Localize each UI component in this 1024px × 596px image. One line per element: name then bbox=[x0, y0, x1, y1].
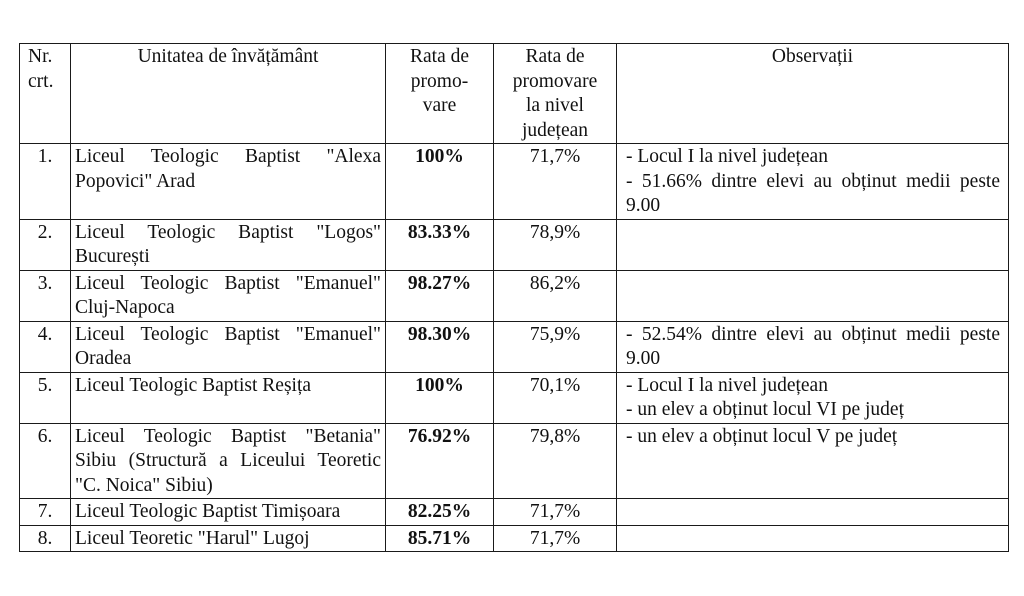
notes-cell bbox=[617, 270, 1009, 321]
header-unit: Unitatea de învățământ bbox=[71, 44, 386, 144]
promotion-rate: 82.25% bbox=[386, 499, 494, 526]
row-number: 5. bbox=[20, 372, 71, 423]
table-row bbox=[20, 321, 1009, 372]
table-row bbox=[20, 219, 1009, 270]
note-text: - Locul I la nivel județean bbox=[626, 374, 828, 396]
header-row bbox=[20, 44, 1009, 144]
promotion-rate: 85.71% bbox=[386, 525, 494, 552]
notes-cell bbox=[617, 499, 1009, 526]
note-text: - un elev a obținut locul VI pe județ bbox=[626, 399, 904, 420]
notes-cell bbox=[617, 372, 1009, 423]
county-rate: 79,8% bbox=[494, 423, 617, 499]
county-rate: 78,9% bbox=[494, 219, 617, 270]
school-name: Liceul Teologic Baptist "Alexa Popovici" Arad bbox=[71, 144, 386, 220]
county-rate: 71,7% bbox=[494, 525, 617, 552]
school-name: Liceul Teologic Baptist Reșița bbox=[71, 372, 386, 423]
promotion-rate: 98.27% bbox=[386, 270, 494, 321]
school-name: Liceul Teologic Baptist "Betania" Sibiu (Structură a Liceului Teoretic "C. Noica" Sibiu) bbox=[71, 423, 386, 499]
promotion-rate: 76.92% bbox=[386, 423, 494, 499]
row-number: 2. bbox=[20, 219, 71, 270]
header-nr: Nr. crt. bbox=[20, 44, 71, 144]
school-name: Liceul Teologic Baptist Timișoara bbox=[71, 499, 386, 526]
row-number: 8. bbox=[20, 525, 71, 552]
promotion-rate: 98.30% bbox=[386, 321, 494, 372]
notes-cell bbox=[617, 321, 1009, 372]
promotion-rate: 83.33% bbox=[386, 219, 494, 270]
promotion-rate: 100% bbox=[386, 144, 494, 220]
county-rate: 71,7% bbox=[494, 499, 617, 526]
notes-cell bbox=[617, 144, 1009, 220]
row-number: 7. bbox=[20, 499, 71, 526]
table-row bbox=[20, 525, 1009, 552]
table-row bbox=[20, 499, 1009, 526]
notes-cell bbox=[617, 525, 1009, 552]
row-number: 6. bbox=[20, 423, 71, 499]
notes-cell bbox=[617, 423, 1009, 499]
note-text: - 51.66% dintre elevi au obținut medii peste 9.00 bbox=[626, 170, 1000, 216]
promotion-rate: 100% bbox=[386, 372, 494, 423]
row-number: 1. bbox=[20, 144, 71, 220]
county-rate: 71,7% bbox=[494, 144, 617, 220]
school-name: Liceul Teologic Baptist "Emanuel" Oradea bbox=[71, 321, 386, 372]
county-rate: 75,9% bbox=[494, 321, 617, 372]
table-row bbox=[20, 270, 1009, 321]
header-rate: Rata de promo- vare bbox=[386, 44, 494, 144]
note-text: - un elev a obținut locul V pe județ bbox=[626, 425, 898, 447]
note-text: - 52.54% dintre elevi au obținut medii peste 9.00 bbox=[626, 323, 1000, 369]
notes-cell bbox=[617, 219, 1009, 270]
school-name: Liceul Teologic Baptist "Emanuel" Cluj-Napoca bbox=[71, 270, 386, 321]
note-text: - Locul I la nivel județean bbox=[626, 146, 828, 167]
table-row bbox=[20, 423, 1009, 499]
header-notes: Observații bbox=[617, 44, 1009, 144]
results-table bbox=[19, 43, 1009, 552]
school-name: Liceul Teoretic "Harul" Lugoj bbox=[71, 525, 386, 552]
county-rate: 86,2% bbox=[494, 270, 617, 321]
school-name: Liceul Teologic Baptist "Logos" București bbox=[71, 219, 386, 270]
county-rate: 70,1% bbox=[494, 372, 617, 423]
row-number: 4. bbox=[20, 321, 71, 372]
table-row bbox=[20, 372, 1009, 423]
table-row bbox=[20, 144, 1009, 220]
row-number: 3. bbox=[20, 270, 71, 321]
header-county-rate: Rata de promovare la nivel județean bbox=[494, 44, 617, 144]
